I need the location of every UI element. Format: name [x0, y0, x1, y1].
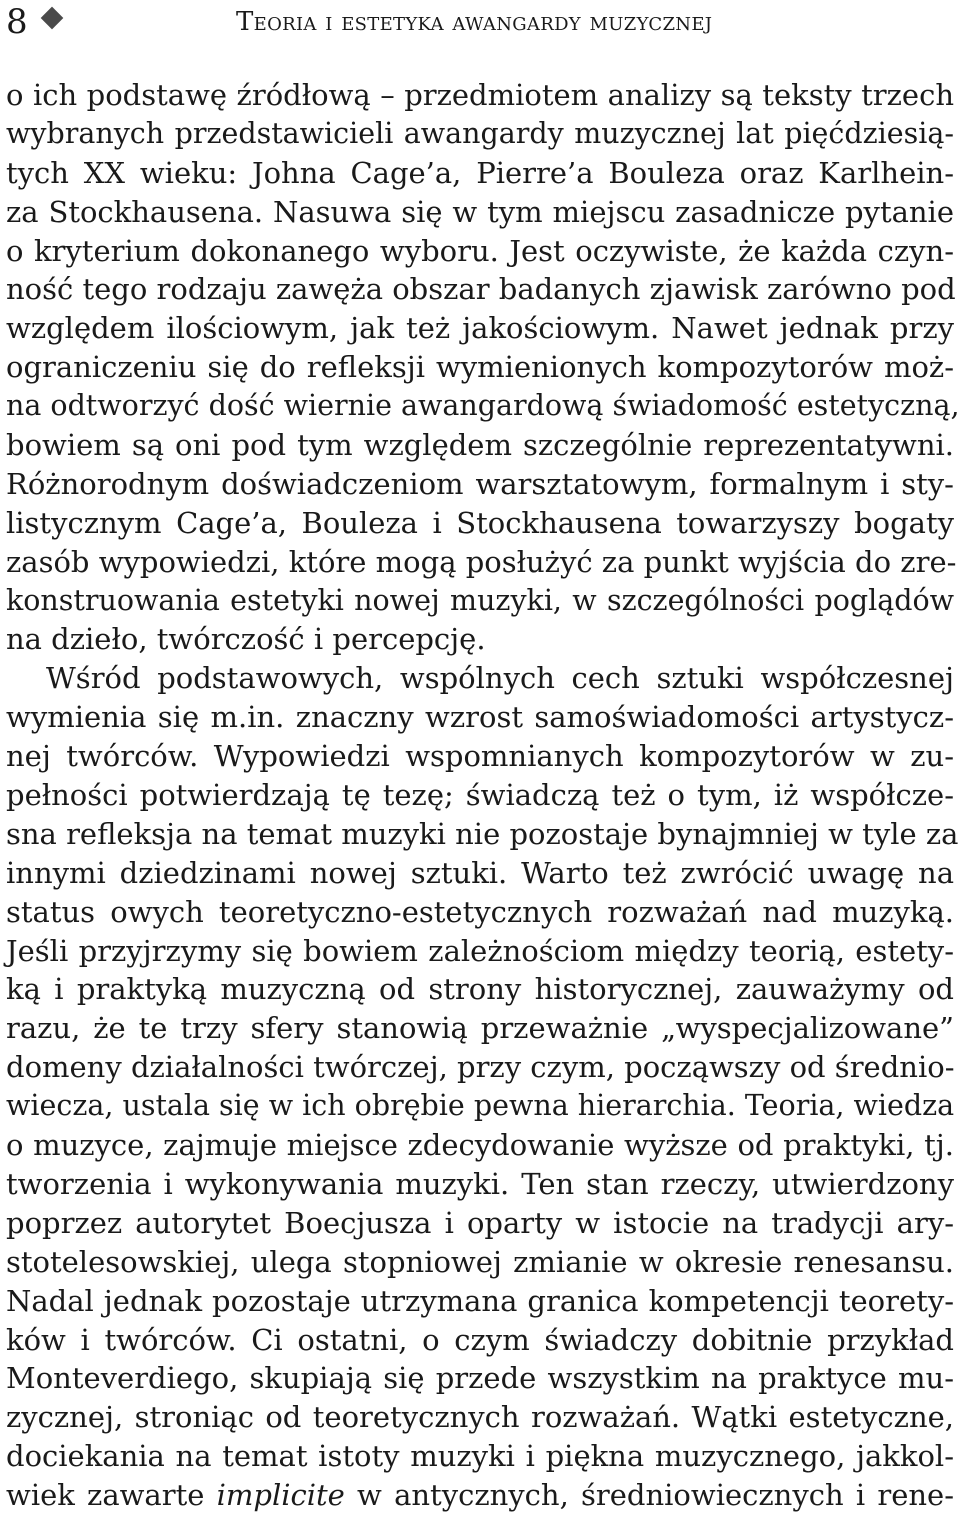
body-text [0, 76, 960, 1515]
text-line: ką i praktyką muzyczną od strony historycznej, zauważymy od [6, 972, 954, 1007]
text-line: Nadal jednak pozostaje utrzymana granica kompetencji teorety- [6, 1283, 954, 1318]
italic-term: implicite [216, 1478, 345, 1513]
text-line: na odtworzyć dość wiernie awangardową świadomość estetyczną, [6, 389, 960, 423]
text-line: za Stockhausena. Nasuwa się w tym miejscu zasadnicze pytanie [6, 194, 954, 229]
text-line: zasób wypowiedzi, które mogą posłużyć za punkt wyjścia do zre- [6, 544, 957, 579]
text-line: wybranych przedstawicieli awangardy muzycznej lat pięćdziesią- [6, 116, 954, 150]
text-line: Różnorodnym doświadczeniom warsztatowym, formalnym i sty- [6, 466, 954, 501]
text-line: innymi dziedzinami nowej sztuki. Warto też zwrócić uwagę na [6, 855, 954, 890]
text-line: o ich podstawę źródłową – przedmiotem analizy są teksty trzech [6, 78, 954, 112]
text-line [0, 1476, 960, 1515]
text-line: poprzez autorytet Boecjusza i oparty w istocie na tradycji ary- [6, 1205, 954, 1240]
diamond-ornament-icon [41, 7, 64, 30]
text-line: bowiem są oni pod tym względem szczególnie reprezentatywni. [6, 428, 954, 463]
text-line: konstruowania estetyki nowej muzyki, w szczególności poglądów [6, 583, 954, 617]
text-segment: wiek zawarte [6, 1478, 217, 1513]
text-line: pełności potwierdzają tę tezę; świadczą też o tym, iż współcze- [6, 778, 954, 813]
text-line: dociekania na temat istoty muzyki i piękna muzycznego, jakkol- [6, 1439, 954, 1474]
text-line: ków i twórców. Ci ostatni, o czym świadczy dobitnie przykład [6, 1322, 954, 1357]
text-line: Monteverdiego, skupiają się przede wszystkim na praktyce mu- [6, 1361, 954, 1396]
text-line: listycznym Cage’a, Bouleza i Stockhausena towarzyszy bogaty [6, 505, 954, 540]
text-line: sna refleksja na temat muzyki nie pozostaje bynajmniej w tyle za [6, 816, 959, 851]
text-line: względem ilościowym, jak też jakościowym. Nawet jednak przy [6, 311, 954, 346]
text-line: stotelesowskiej, ulega stopniowej zmianie w okresie renesansu. [6, 1244, 954, 1279]
text-line: tych XX wieku: Johna Cage’a, Pierre’a Bouleza oraz Karlhein- [6, 155, 954, 190]
text-line: ność tego rodzaju zawęża obszar badanych zjawisk zarówno pod [6, 272, 956, 307]
text-line: wymienia się m.in. znaczny wzrost samoświadomości artystycz- [6, 700, 954, 735]
text-line: razu, że te trzy sfery stanowią przeważnie „wyspecjalizowane” [6, 1011, 954, 1046]
text-line: zycznej, stroniąc od teoretycznych rozważań. Wątki estetyczne, [6, 1400, 954, 1435]
text-line: o kryterium dokonanego wyboru. Jest oczywiste, że każda czyn- [6, 233, 954, 268]
text-line: wiecza, ustala się w ich obrębie pewna hierarchia. Teoria, wiedza [6, 1089, 955, 1123]
text-line: ograniczeniu się do refleksji wymienionych kompozytorów moż- [6, 350, 954, 385]
text-line: o muzyce, zajmuje miejsce zdecydowanie wyższe od praktyki, tj. [6, 1128, 954, 1163]
running-head [0, 0, 960, 44]
text-line: status owych teoretyczno-estetycznych rozważań nad muzyką. [6, 894, 954, 929]
paragraph-end-line: na dzieło, twórczość i percepcję. [6, 622, 486, 657]
page-number: 8 [6, 2, 28, 42]
text-line: domeny działalności twórczej, przy czym, począwszy od średnio- [6, 1050, 955, 1085]
paragraph-start-line: Wśród podstawowych, wspólnych cech sztuki współczesnej [46, 661, 954, 696]
running-head-title: Teoria i estetyka awangardy muzycznej [236, 7, 713, 37]
text-line: Jeśli przyjrzymy się bowiem zależnościom między teorią, estety- [6, 933, 954, 968]
text-line: nej twórców. Wypowiedzi wspomnianych kompozytorów w zu- [6, 739, 954, 774]
text-segment: w antycznych, średniowiecznych i rene- [344, 1478, 954, 1513]
text-line: tworzenia i wykonywania muzyki. Ten stan rzeczy, utwierdzony [6, 1166, 954, 1201]
